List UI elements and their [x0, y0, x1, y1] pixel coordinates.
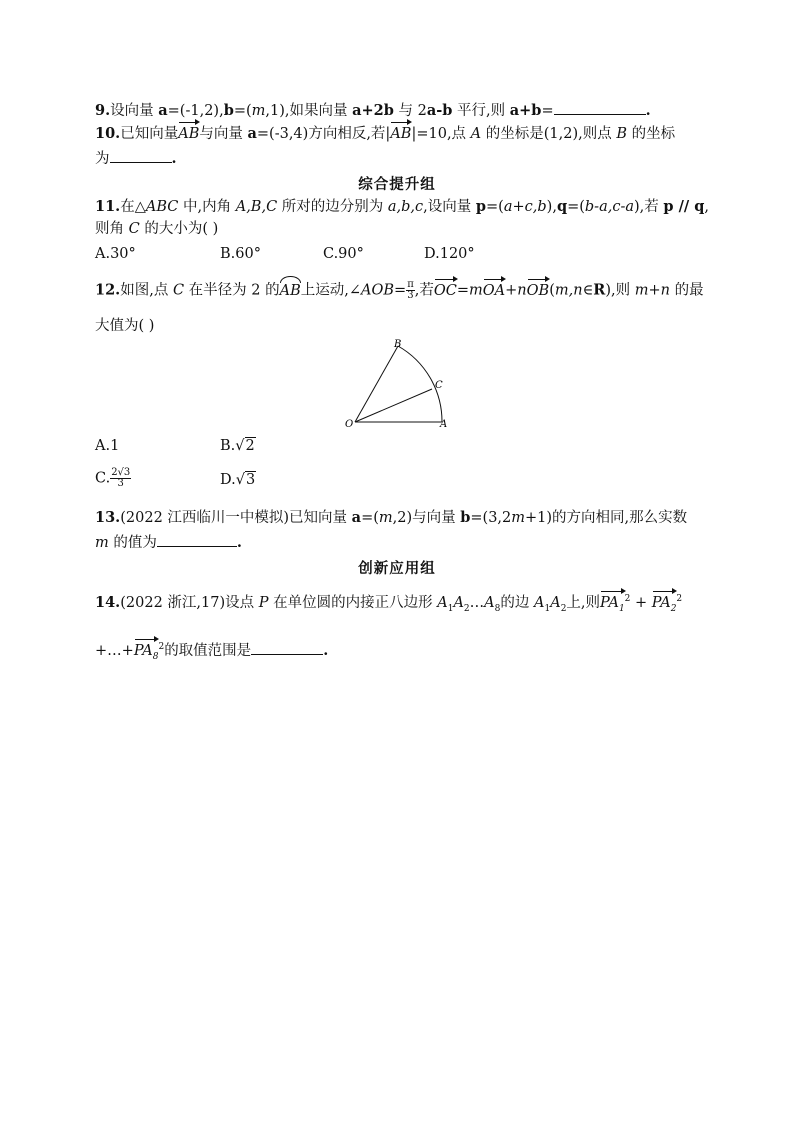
- vector-pa8: $PA_8$: [133, 643, 159, 662]
- answer-blank[interactable]: [110, 148, 172, 163]
- question-13: 13.(2022 江西临川一中模拟)已知向量 a=(m,2)与向量 b=(3,2m+1)的方向相同,那么实数: [95, 509, 688, 526]
- question-9: 9.设向量 a=(-1,2),b=(m,1),如果向量 a+2b 与 2a-b 平行,则 a+b= .: [95, 102, 651, 119]
- vector-oc: OC: [433, 282, 457, 299]
- question-12: 12.如图,点 C 在半径为 2 的AB上运动,∠AOB= $\frac{\pi}{3}$ ,若OC=mOA+nOB(m,n∈R),则 m+n 的最: [95, 279, 704, 301]
- label-c: C: [435, 380, 443, 391]
- arc-ab: AB: [279, 282, 301, 299]
- option-d[interactable]: D.120°: [424, 246, 475, 262]
- sector-figure: [340, 335, 460, 435]
- fraction-pi-3: $\frac{\pi}{3}$: [407, 279, 414, 301]
- question-11-line2: 则角 C 的大小为( ): [95, 221, 219, 237]
- question-12-line2: 大值为( ): [95, 318, 155, 334]
- question-10: 10.已知向量AB与向量 a=(-3,4)方向相反,若|AB|=10,点 A 的坐标是(1,2),则点 B 的坐标: [95, 125, 676, 142]
- vector-pa2: $PA_2$: [651, 595, 677, 614]
- sqrt-2: √2: [235, 438, 255, 454]
- vector-ab: AB: [178, 126, 200, 142]
- answer-blank[interactable]: [157, 532, 237, 547]
- label-a: A: [440, 419, 448, 430]
- fraction-2sqrt3-3: $\frac{2√3}{3}$: [111, 467, 131, 489]
- option-b[interactable]: B.√2: [220, 438, 255, 454]
- option-a[interactable]: A.1: [95, 438, 120, 454]
- vector-oa: OA: [482, 282, 506, 299]
- segment-oc: [355, 389, 432, 422]
- option-d[interactable]: D.√3: [220, 472, 256, 488]
- option-c[interactable]: C. $\frac{2√3}{3}$: [95, 467, 131, 489]
- vector-ab-abs: AB: [390, 126, 412, 142]
- question-11: 11.在△ABC 中,内角 A,B,C 所对的边分别为 a,b,c,设向量 p=(a+c,b),q=(b-a,c-a),若 p // q,: [95, 198, 709, 215]
- section-title-innovation: 创新应用组: [358, 560, 436, 577]
- vector-ob: OB: [526, 282, 550, 299]
- answer-blank[interactable]: [251, 640, 323, 655]
- question-14: 14.(2022 浙江,17)设点 P 在单位圆的内接正八边形 $A_1A_2\dots A_8$的边 $A_1A_2$上,则$PA_1^2 + PA_2^2$: [95, 594, 683, 614]
- answer-blank[interactable]: [554, 100, 646, 115]
- vector-pa1: $PA_1$: [600, 595, 625, 614]
- sqrt-3: √3: [235, 472, 256, 488]
- label-b: B: [394, 339, 402, 350]
- label-o: O: [345, 419, 354, 430]
- option-b[interactable]: B.60°: [220, 246, 261, 262]
- section-title-comprehensive: 综合提升组: [358, 176, 436, 193]
- question-10-line2: 为 .: [95, 150, 177, 167]
- option-c[interactable]: C.90°: [323, 246, 364, 262]
- question-13-line2: m 的值为 .: [95, 534, 242, 551]
- segment-ob: [355, 346, 398, 422]
- question-14-line2: $+\dots+PA_8^2$的取值范围是 .: [95, 642, 329, 662]
- option-a[interactable]: A.30°: [95, 246, 136, 262]
